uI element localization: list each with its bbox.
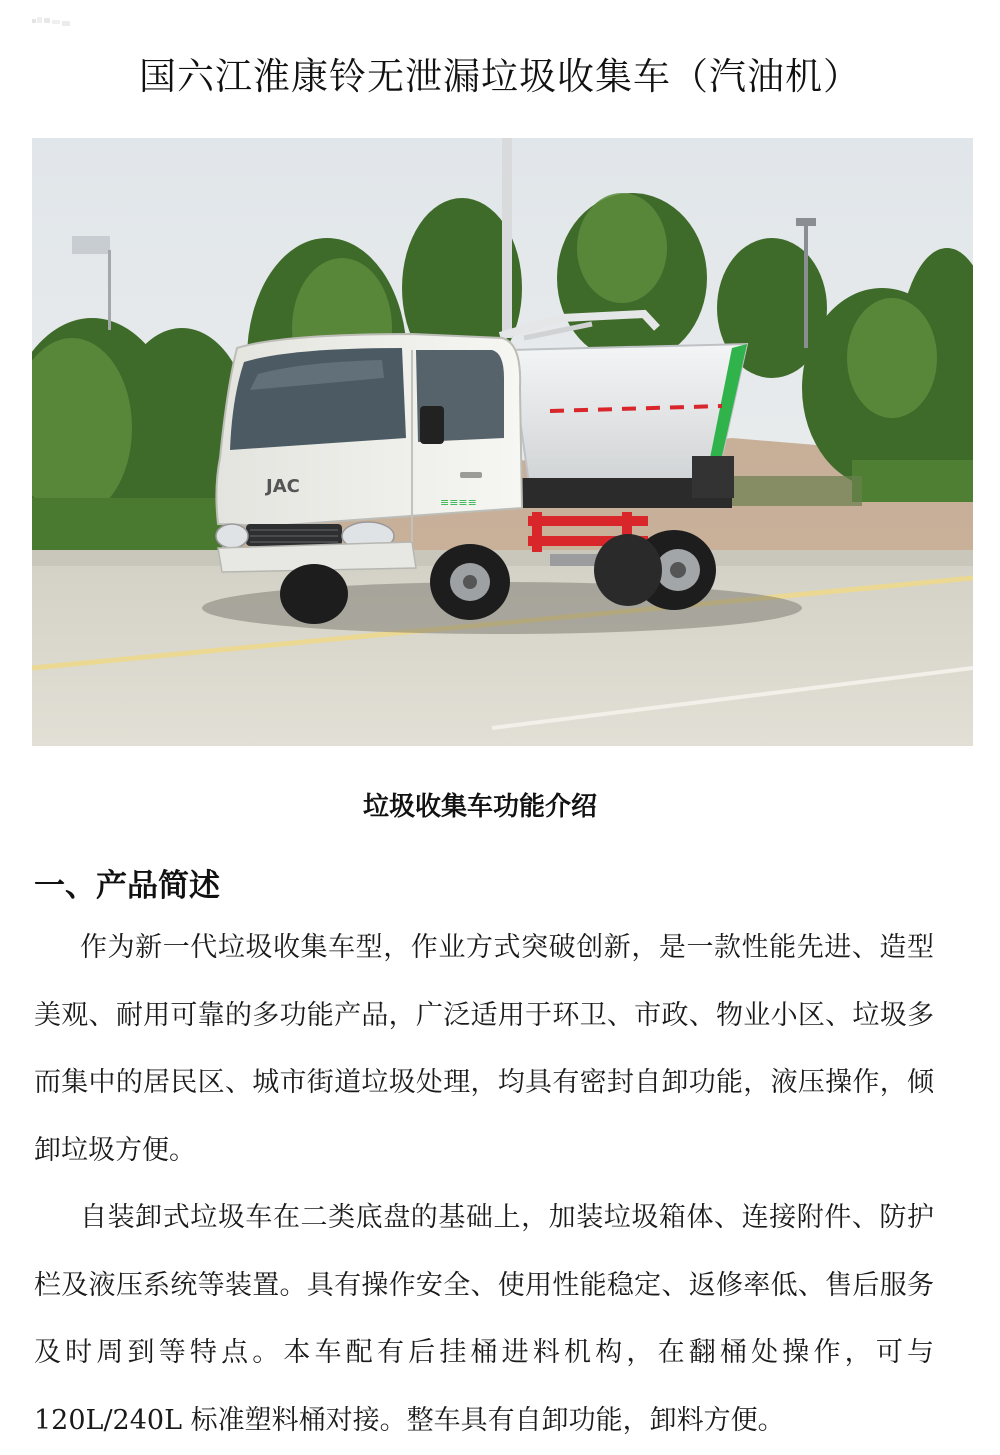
paragraph: 作为新一代垃圾收集车型，作业方式突破创新，是一款性能先进、造型美观、耐用可靠的多功能产品，广泛适用于环卫、市政、物业小区、垃圾多而集中的居民区、城市街道垃圾处理，均具有密封自卸功能，液压操作，倾卸垃圾方便。 bbox=[34, 932, 934, 1166]
paragraph: 自装卸式垃圾车在二类底盘的基础上，加装垃圾箱体、连接附件、防护栏及液压系统等装置。具有操作安全、使用性能稳定、返修率低、售后服务及时周到等特点。本车配有后挂桶进料机构，在翻桶处操作，可与 120L/240L 标准塑料桶对接。整车具有自卸功能，卸料方便。 bbox=[34, 1202, 934, 1436]
svg-text:≡≡≡≡: ≡≡≡≡ bbox=[440, 496, 477, 509]
corner-mark bbox=[32, 14, 72, 28]
section-title: 一、产品简述 bbox=[34, 868, 220, 904]
section-heading: 垃圾收集车功能介绍 bbox=[362, 792, 597, 822]
garbage-truck-photo bbox=[32, 138, 973, 746]
jac-badge: JAC bbox=[266, 476, 300, 497]
document-title: 国六江淮康铃无泄漏垃圾收集车（汽油机） bbox=[139, 55, 861, 98]
